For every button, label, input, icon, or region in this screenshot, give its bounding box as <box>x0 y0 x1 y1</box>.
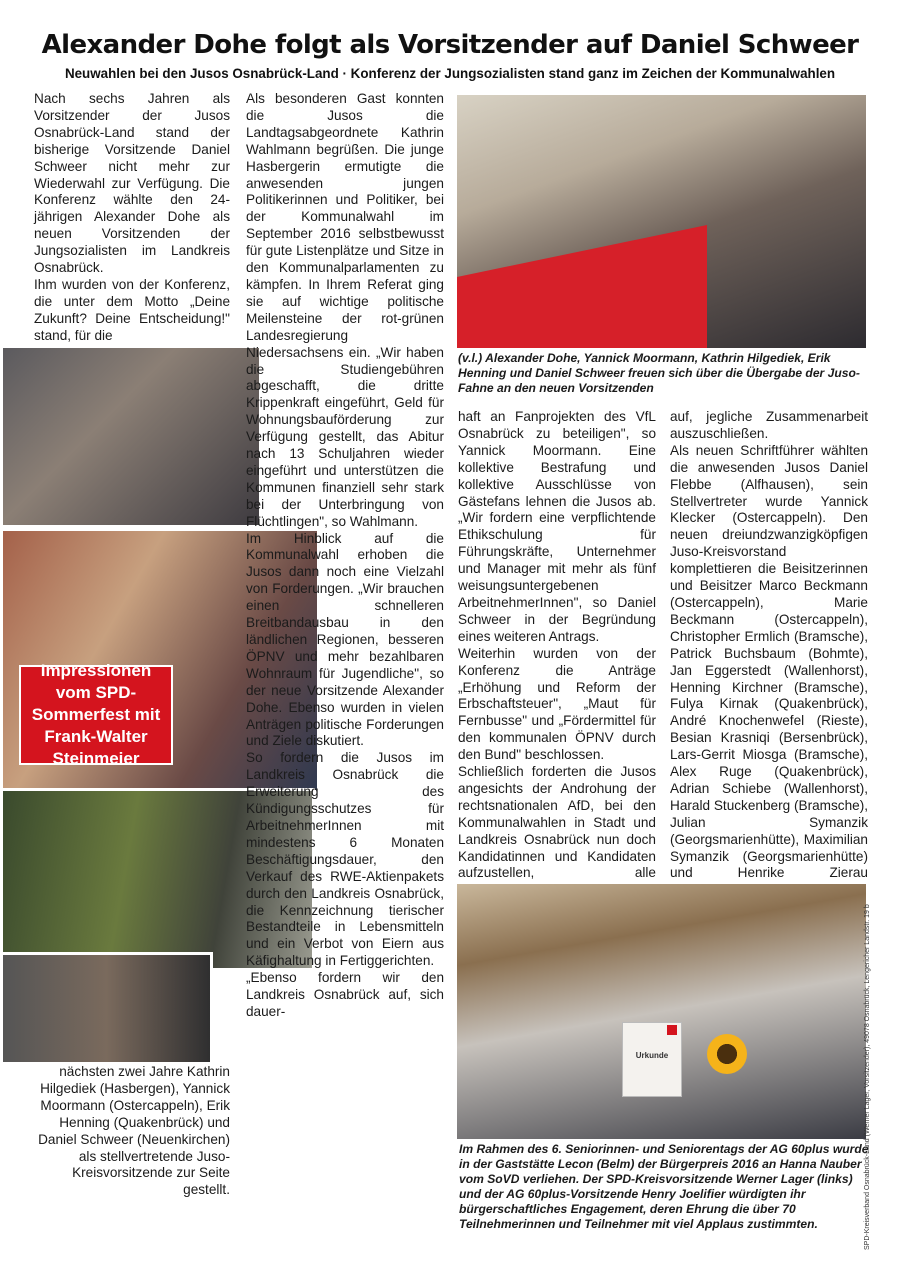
buergerpreis-photo-caption: Im Rahmen des 6. Seniorinnen- und Seniorentags der AG 60plus wurde in der Gaststätte Lecon (Belm) der Bürgerpreis 2016 an Hanna Nauber vom SoVD verliehen. Der SPD-Kreisvorsitzende Werner Lager (links) und der AG 60plus-Vorsitzende Henry Joelifier würdigten ihr bürgerschaftliches Engagement, deren Ehrung die über 70 Teilnehmerinnen und Teilnehmer mit viel Applaus zustimmten. <box>459 1142 869 1231</box>
sommerfest-photo-1 <box>0 345 262 528</box>
paragraph: Nach sechs Jahren als Vorsitzender der Jusos Osnabrück-Land stand der bisherige Vorsitzende Daniel Schweer nicht mehr zur Wiederwahl zur Verfügung. Die Konferenz wählte den 24-jährigen Alexander Dohe als neuen Vorsitzenden der Jungsozialisten im Landkreis Osnabrück. <box>34 91 230 276</box>
spd-logo-icon <box>667 1025 677 1035</box>
article-column-3 <box>458 409 656 916</box>
paragraph: So fordern die Jusos im Landkreis Osnabrück die Erweiterung des Kündigungsschutzes für ArbeitnehmerInnen mit mindestens 6 Monaten Beschäftigungsdauer, den Verkauf des RWE-Aktienpakets durch den Landkreis Osnabrück, die Kennzeichnung tierischer Bestandteile in Lebensmitteln und ein Verbot von Eiern aus Käfighaltung in Fertiggerichten. <box>246 750 444 969</box>
sommerfest-photo-4 <box>0 952 213 1065</box>
paragraph: Als neuen Schriftführer wählten die anwesenden Jusos Daniel Flebbe (Alfhausen), sein Stellvertreter wurde Yannick Klecker (Ostercappeln). Den neuen dreiundzwanzigköpfigen Juso-Kreisvorstand komplettieren die Beisitzerinnen und Beisitzer Marco Beckmann (Ostercappeln), Marie Beckmann (Ostercappeln), Christopher Ermlich (Bramsche), Patrick Buchsbaum (Bohmte), Jan Eggerstedt (Wallenhorst), Henning Kirchner (Bramsche), Fulya Kirnak (Quakenbrück), André Knochenwefel (Rieste), Besian Krasniqi (Bersenbrück), Lars-Gerrit Miosga (Bramsche), Alex Ruge (Quakenbrück), Adrian Schiebe (Wallenhorst), Harald Stuckenberg (Bramsche), Julian Symanzik (Georgsmarienhütte), Maximilian Symanzik (Georgsmarienhütte) und Henrike Zierau <box>670 442 868 881</box>
juso-flag <box>457 225 707 348</box>
paragraph: Als besonderen Gast konnten die Jusos die Landtagsabgeordnete Kathrin Wahlmann begrüßen. Die junge Hasbergerin ermutigte die anwesenden jungen Politikerinnen und Politiker, bei der Kommunalwahl im September 2016 selbstbewusst für gute Listenplätze und Sitze in den Kommunalparlamenten zu kämpfen. In Ihrem Referat ging sie auf wichtige politische Meilensteine der rot-grünen Landesregierung Niedersachsens ein. „Wir haben die Studiengebühren abgeschafft, die dritte Krippenkraft eingeführt, Geld für Wohnungsbauförderung zur Verfügung gestellt, das Abitur nach 13 Schuljahren wieder eingeführt und unterstützen die Kommunen finanziell sehr stark bei der Unterbringung von Flüchtlingen", so Wahlmann. <box>246 91 444 529</box>
certificate-image <box>622 1022 682 1097</box>
paragraph: Ihm wurden von der Konferenz, die unter dem Motto „Deine Zukunft? Deine Entscheidung!" stand, für die <box>34 276 230 343</box>
juso-flag-photo <box>457 95 866 348</box>
certificate-label: Urkunde <box>635 1051 669 1060</box>
paragraph: „Ebenso fordern wir den Landkreis Osnabrück auf, sich dauer- <box>246 970 444 1019</box>
publisher-credit: SPD-Kreisverband Osnabrück-Land (Werner Lager, Vorsitzender), 49078 Osnabrück, Lengericher Landstr. 19 b <box>864 904 871 1250</box>
article-column-2 <box>246 91 444 1021</box>
article-subheadline: Neuwahlen bei den Jusos Osnabrück-Land · Konferenz der Jungsozialisten stand ganz im Zeichen der Kommunalwahlen <box>64 66 836 81</box>
article-column-4 <box>670 409 868 899</box>
paragraph: haft an Fanprojekten des VfL Osnabrück zu beteiligen", so Yannick Moormann. Eine kollektive Bestrafung und kollektive Ausschlüsse von Gästefans lehnen die Jusos ab. „Wir fordern eine verpflichtende Ethikschulung für Führungskräfte, Unternehmer und Manager mit mehr als fünf weisungsuntergebenen ArbeitnehmerInnen", so Daniel Schweer in der Begründung eines weiteren Antrags. <box>458 409 656 644</box>
buergerpreis-photo <box>457 884 866 1139</box>
article-column-1-continued: nächsten zwei Jahre Kathrin Hilgediek (Hasbergen), Yannick Moormann (Ostercappeln), Erik Henning (Quakenbrück) und Daniel Schweer (Neuenkirchen) als stellvertretende Juso-Kreisvorsitzende zur Seite gestellt. <box>38 1064 230 1198</box>
article-headline: Alexander Dohe folgt als Vorsitzender auf Daniel Schweer <box>41 30 859 60</box>
collage-caption-box: Impressionen vom SPD-Sommerfest mit Frank-Walter Steinmeier <box>19 665 173 765</box>
paragraph: Im Hinblick auf die Kommunalwahl erhoben die Jusos dann noch eine Vielzahl von Forderungen. „Wir brauchen einen schnelleren Breitbandausbau in den ländlichen Regionen, besseren ÖPNV und mehr bezahlbaren Wohnraum für Jugendliche", so der neue Vorsitzende Alexander Dohe. Ebenso wurden in vielen Anträgen politische Forderungen und Ziele diskutiert. <box>246 530 444 749</box>
juso-photo-caption: (v.l.) Alexander Dohe, Yannick Moormann, Kathrin Hilgediek, Erik Henning und Daniel Schweer freuen sich über die Übergabe der Juso-Fahne an den neuen Vorsitzenden <box>458 351 860 395</box>
paragraph: Schließlich forderten die Jusos angesichts der Androhung der rechtsnationalen AfD, bei den Kommunalwahlen in Stadt und Landkreis Osnabrück nun doch Kandidatinnen und Kandidaten aufzustellen, alle <box>458 764 656 881</box>
paragraph: Weiterhin wurden von der Konferenz die Anträge „Erhöhung und Reform der Erbschaftsteuer", „Maut für Fernbusse" und „Fördermittel für den kommunalen ÖPNV durch den Bund" beschlossen. <box>458 645 656 763</box>
paragraph: auf, jegliche Zusammenarbeit auszuschließen. <box>670 409 868 441</box>
sunflower-icon <box>707 1034 747 1074</box>
